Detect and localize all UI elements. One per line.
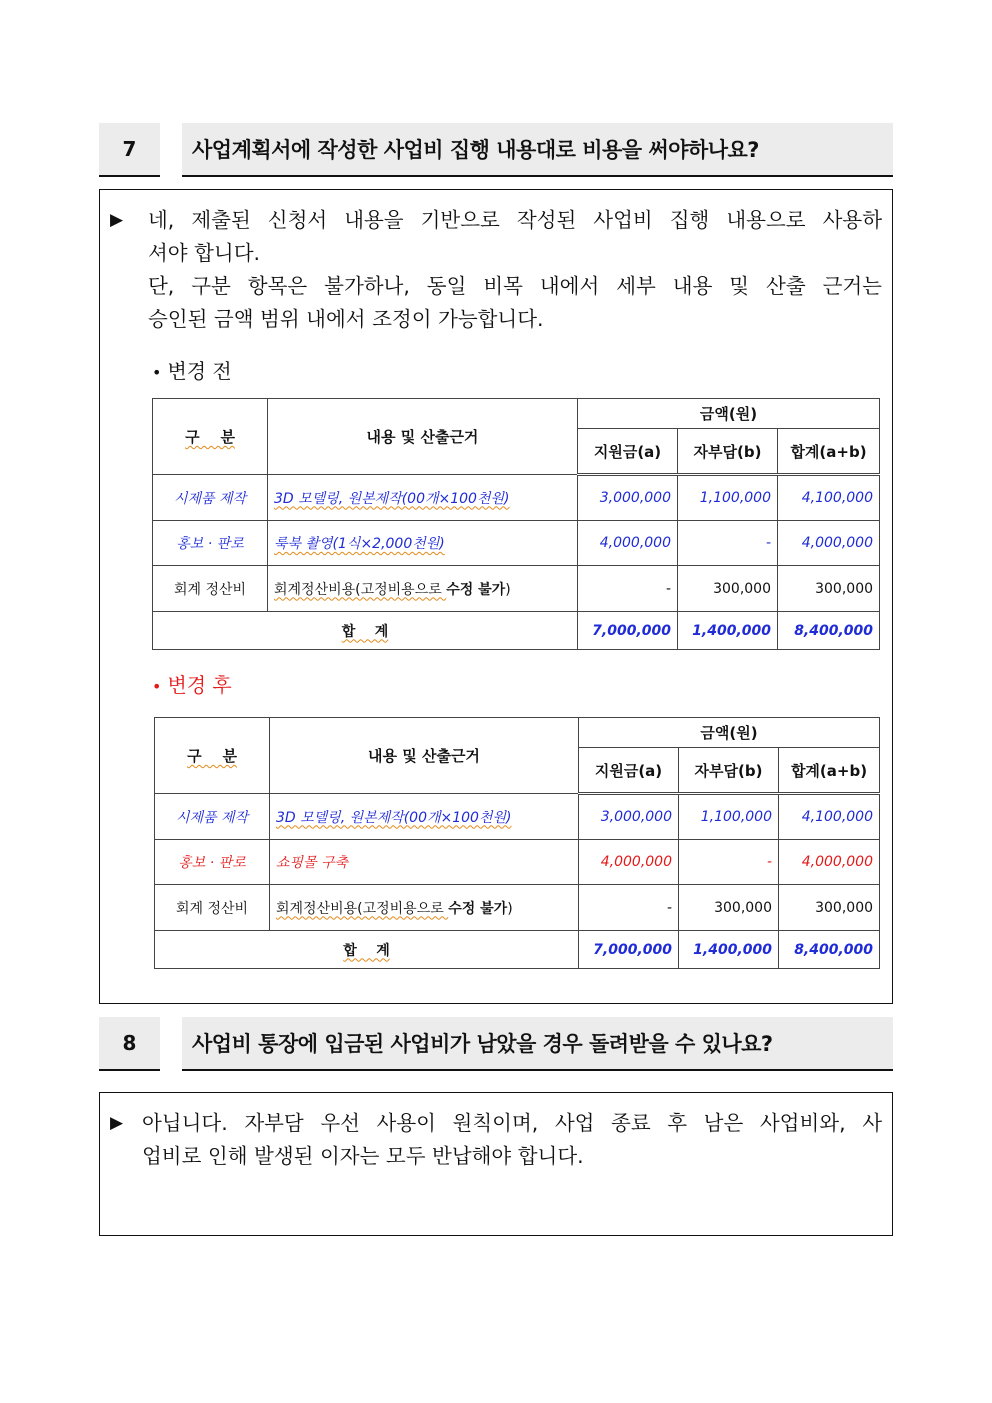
budget-table-after [154, 717, 880, 969]
header-sum: 합계(a+b) [778, 429, 880, 475]
header-support: 지원금(a) [579, 748, 679, 794]
header-self: 자부담(b) [679, 748, 779, 794]
question-7-header [99, 123, 893, 178]
table-row: 홍보 · 판로 룩북 촬영(1식×2,000천원) 4,000,000 - 4,000,000 [153, 521, 880, 566]
header-category: 구 분 [153, 399, 268, 475]
table-row: 시제품 제작 3D 모델링, 원본제작(00개×100천원) 3,000,000 1,100,000 4,100,000 [155, 794, 880, 840]
header-content: 내용 및 산출근거 [270, 718, 579, 794]
before-change-label: • 변경 전 [152, 359, 232, 383]
answer-line: 단, 구분 항목은 불가하나, 동일 비목 내에서 세부 내용 및 산출 근거는 [148, 274, 882, 298]
question-8-header [99, 1017, 893, 1072]
header-amount: 금액(원) [578, 399, 880, 429]
answer-box-8 [99, 1092, 893, 1236]
header-support: 지원금(a) [578, 429, 678, 475]
header-self: 자부담(b) [678, 429, 778, 475]
answer-line: 아닙니다. 자부담 우선 사용이 원칙이며, 사업 종료 후 남은 사업비와, 사 [142, 1111, 882, 1135]
answer-box-7 [99, 189, 893, 1004]
table-row: 시제품 제작 3D 모델링, 원본제작(00개×100천원) 3,000,000 1,100,000 4,100,000 [153, 475, 880, 521]
header-content: 내용 및 산출근거 [268, 399, 578, 475]
header-category: 구 분 [155, 718, 270, 794]
arrow-bullet-icon: ▶ [110, 210, 124, 230]
answer-paragraph [110, 204, 882, 336]
question-title: 사업계획서에 작성한 사업비 집행 내용대로 비용을 써야하나요? [182, 123, 893, 177]
answer-line: 셔야 합니다. [148, 241, 261, 265]
table-row: 회계 정산비 회계정산비용(고정비용으로 수정 불가) - 300,000 300,000 [153, 566, 880, 612]
question-number: 8 [99, 1017, 160, 1071]
answer-paragraph [110, 1107, 882, 1173]
answer-line: 네, 제출된 신청서 내용을 기반으로 작성된 사업비 집행 내용으로 사용하 [148, 208, 882, 232]
header-amount: 금액(원) [579, 718, 880, 748]
arrow-bullet-icon: ▶ [110, 1113, 124, 1133]
question-number: 7 [99, 123, 160, 177]
total-row: 합 계 7,000,000 1,400,000 8,400,000 [155, 931, 880, 969]
answer-line: 업비로 인해 발생된 이자는 모두 반납해야 합니다. [142, 1144, 584, 1168]
table-row: 홍보 · 판로 쇼핑몰 구축 4,000,000 - 4,000,000 [155, 840, 880, 885]
after-change-label: • 변경 후 [152, 673, 232, 697]
answer-line: 승인된 금액 범위 내에서 조정이 가능합니다. [148, 307, 544, 331]
header-sum: 합계(a+b) [779, 748, 880, 794]
budget-table-before [152, 398, 880, 650]
total-row: 합 계 7,000,000 1,400,000 8,400,000 [153, 612, 880, 650]
table-row: 회계 정산비 회계정산비용(고정비용으로 수정 불가) - 300,000 300,000 [155, 885, 880, 931]
question-title: 사업비 통장에 입금된 사업비가 남았을 경우 돌려받을 수 있나요? [182, 1017, 893, 1071]
